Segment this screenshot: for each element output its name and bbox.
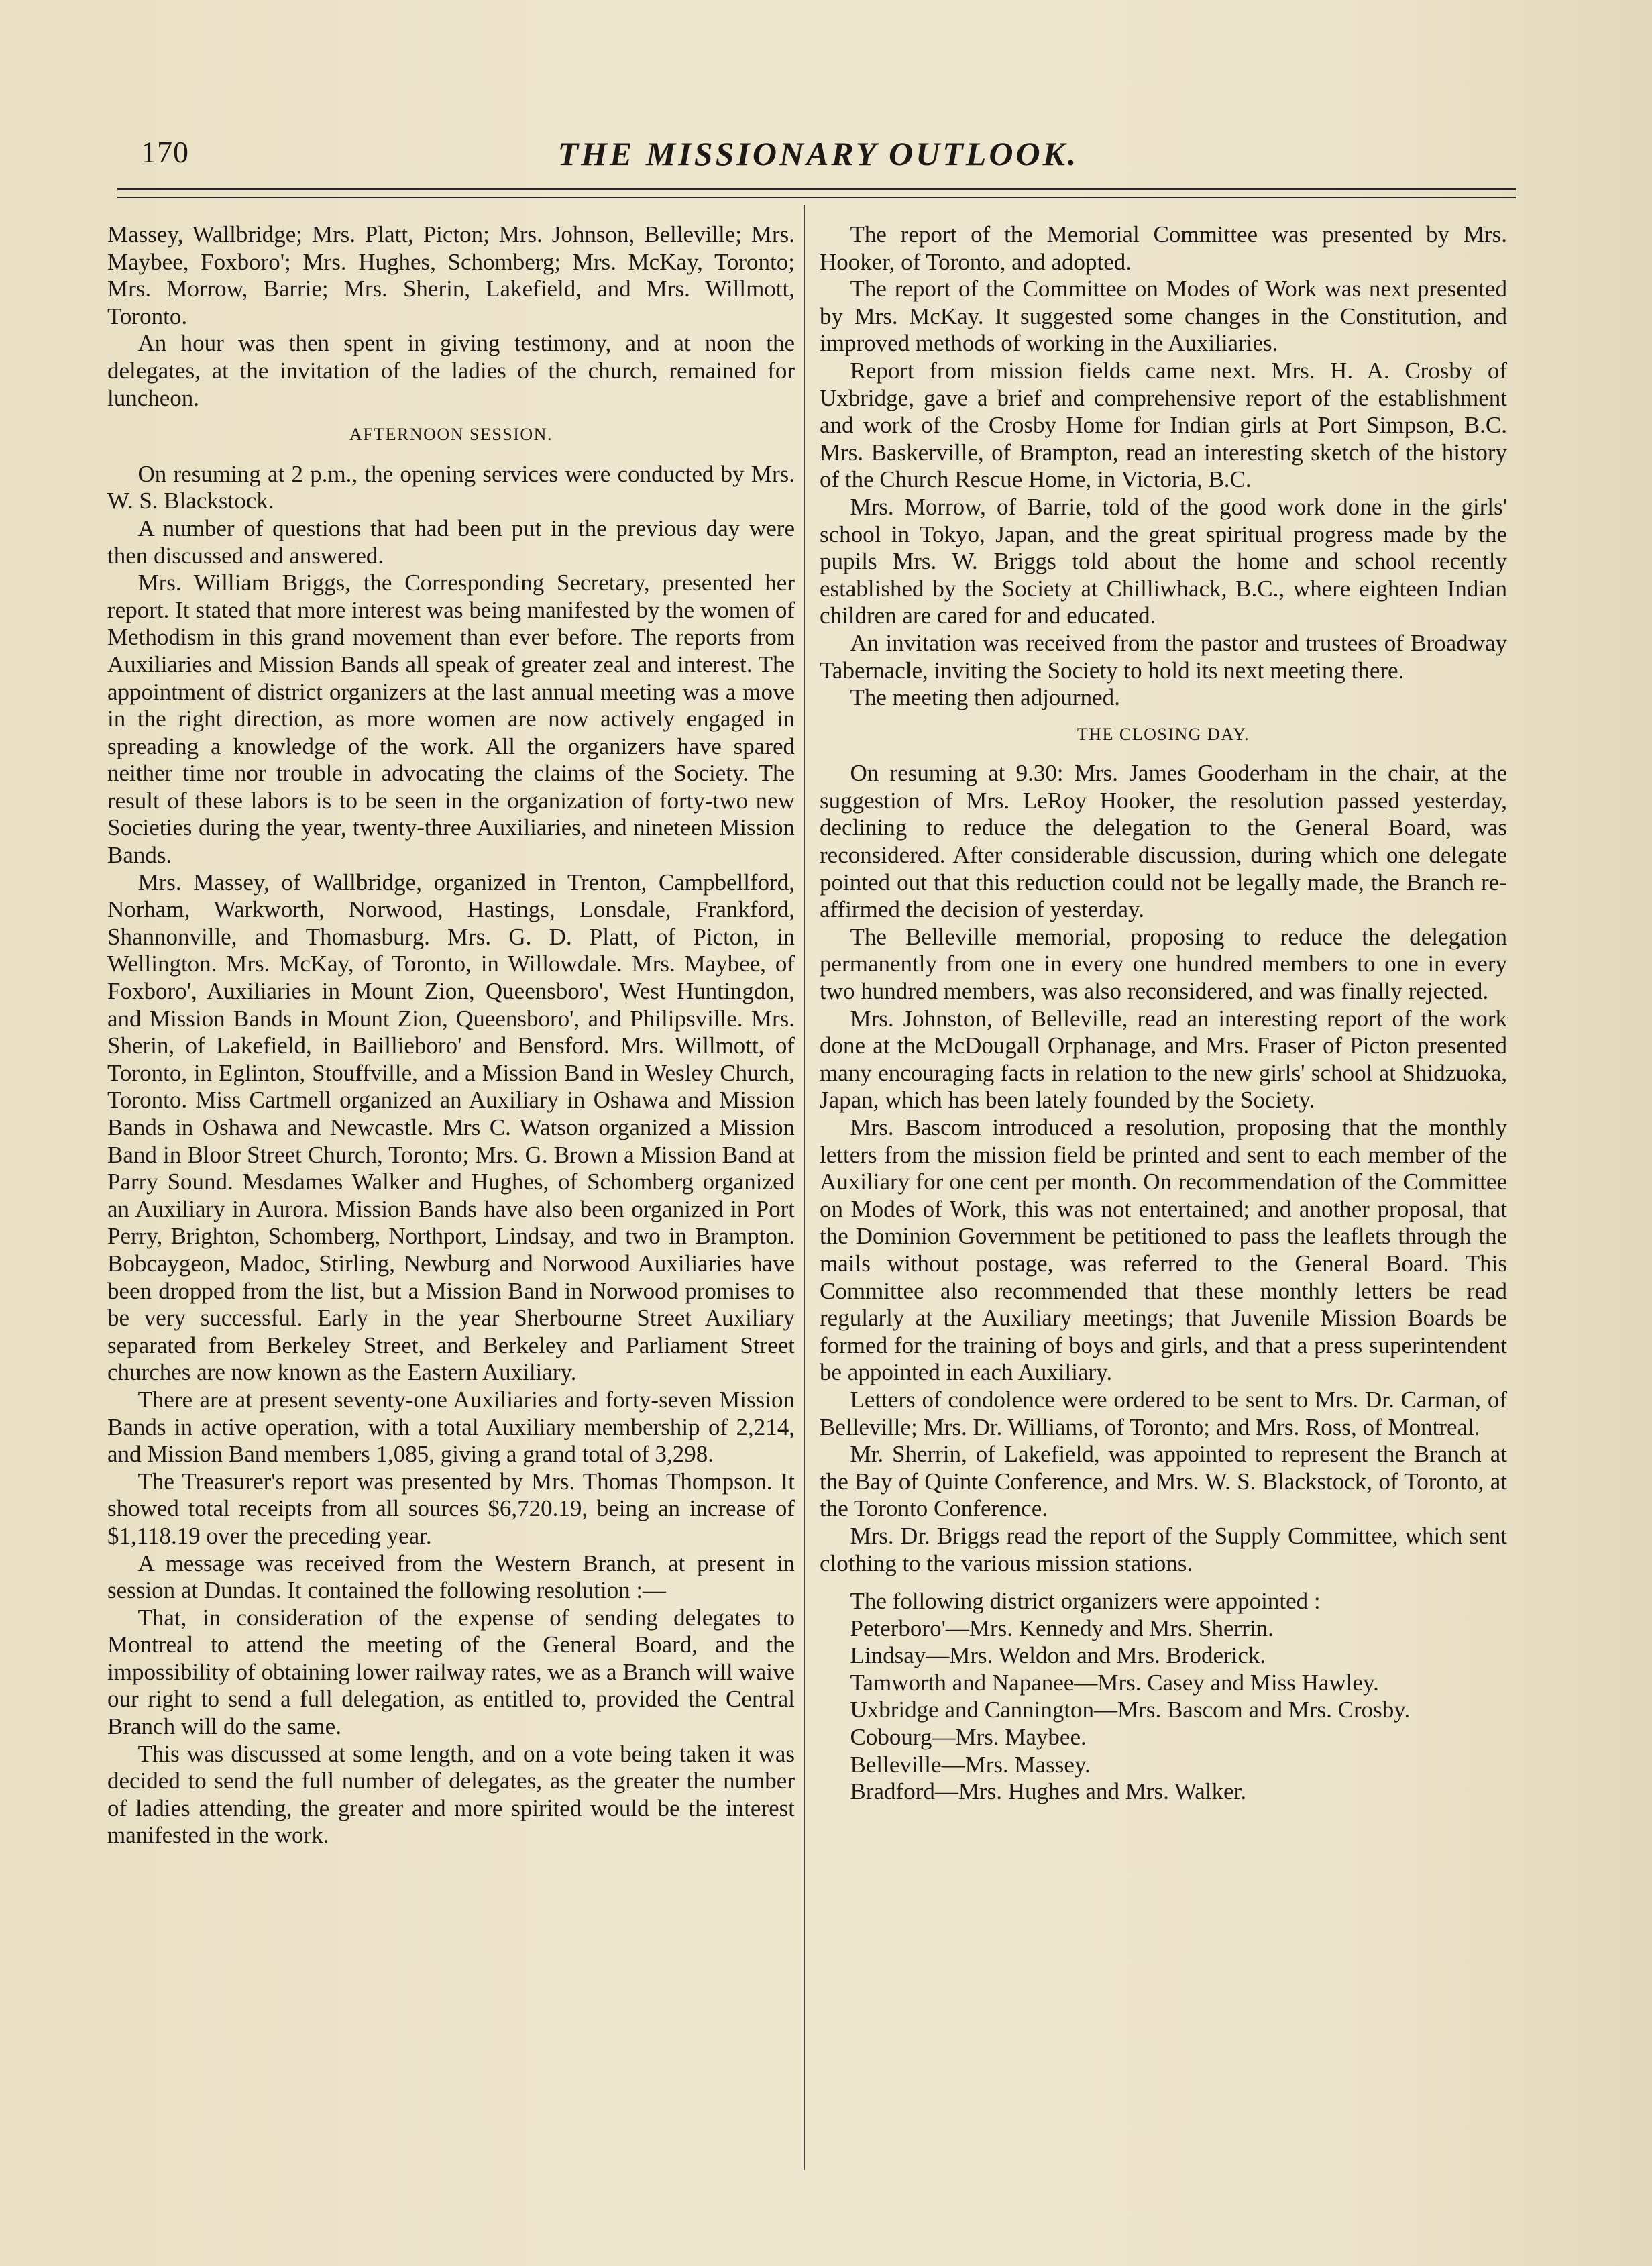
organizer-entry: Tamworth and Napanee—Mrs. Casey and Miss Hawley. — [850, 1669, 1379, 1696]
quoted-resolution: That, in consideration of the expense of sending delegates to Montreal to attend the meeting of the General Board, and the impossibility of obtaining lower railway rates, we as a Branch will waive our right to send a full delegation, as entitled to, provided the Central Branch will do the same. — [107, 1604, 795, 1740]
organizer-entry: Uxbridge and Cannington—Mrs. Bascom and Mrs. Crosby. — [850, 1696, 1411, 1723]
paragraph: Mrs. William Briggs, the Corresponding Secretary, presented her report. It stated that more interest was being manifested by the women of Methodism in this grand movement than ever before. The reports from Auxiliaries and Mission Bands all speak of greater zeal and interest. The appointment of district organizers at the last annual meeting was a move in the right direction, as more women are now actively engaged in spreading a knowledge of the work. All the organizers have spared neither time nor trouble in advocating the claims of the Society. The result of these labors is to be seen in the organization of forty-two new Societies during the year, twenty-three Auxiliaries, and nineteen Mission Bands. — [107, 570, 795, 869]
paragraph: Mrs. Johnston, of Belleville, read an interesting report of the work done at the McDougall Orphanage, and Mrs. Fraser of Picton presented many encouraging facts in relation to the new girls' school at Shidzuoka, Japan, which has been lately founded by the Society. — [820, 1005, 1507, 1114]
paragraph: The Belleville memorial, proposing to reduce the delegation permanently from one in every one hundred members to one in every two hundred members, was also reconsidered, and was finally rejected. — [820, 923, 1507, 1005]
paragraph: The meeting then adjourned. — [850, 684, 1120, 711]
organizer-entry: Belleville—Mrs. Massey. — [850, 1751, 1091, 1778]
left-column — [107, 221, 795, 1849]
section-heading-closing: THE CLOSING DAY. — [1077, 724, 1250, 744]
column-divider — [804, 205, 805, 2170]
paragraph: The report of the Memorial Committee was presented by Mrs. Hooker, of Toronto, and adopted. — [820, 221, 1507, 275]
paragraph: On resuming at 9.30: Mrs. James Gooderham in the chair, at the suggestion of Mrs. LeRoy Hooker, the resolution passed yesterday, declining to reduce the delegation to the General Board, was reconsidered. After considerable discussion, during which one delegate pointed out that this reduction could not be legally made, the Branch re-affirmed the decision of yesterday. — [820, 760, 1507, 923]
paragraph: The report of the Committee on Modes of Work was next presented by Mrs. McKay. It suggested some changes in the Constitution, and improved methods of working in the Auxiliaries. — [820, 276, 1507, 357]
paragraph: Mrs. Massey, of Wallbridge, organized in Trenton, Campbellford, Norham, Warkworth, Norwood, Hastings, Lonsdale, Frankford, Shannonville, and Thomasburg. Mrs. G. D. Platt, of Picton, in Wellington. Mrs. McKay, of Toronto, in Willowdale. Mrs. Maybee, of Foxboro', Auxiliaries in Mount Zion, Queensboro', West Huntingdon, and Mission Bands in Mount Zion, Queensboro', and Philipsville. Mrs. Sherin, of Lakefield, in Baillieboro' and Bensford. Mrs. Willmott, of Toronto, in Eglinton, Stouffville, and a Mission Band in Wesley Church, Toronto. Miss Cartmell organized an Auxiliary in Oshawa and Mission Bands in Oshawa and Newcastle. Mrs C. Watson organized a Mission Band in Bloor Street Church, Toronto; Mrs. G. Brown a Mission Band at Parry Sound. Mesdames Walker and Hughes, of Schomberg organized an Auxiliary in Aurora. Mission Bands have also been organized in Port Perry, Brighton, Schomberg, Northport, Lindsay, and two in Brampton. Bobcaygeon, Madoc, Stirling, Newburg and Norwood Auxiliaries have been dropped from the list, but a Mission Band in Norwood promises to be very successful. Early in the year Sherbourne Street Auxiliary separated from Berkeley Street, and Berkeley and Parliament Street churches are now known as the Eastern Auxiliary. — [107, 869, 795, 1386]
paragraph: Report from mission fields came next. Mrs. H. A. Crosby of Uxbridge, gave a brief and comprehensive report of the establishment and work of the Crosby Home for Indian girls at Port Simpson, B.C. Mrs. Baskerville, of Brampton, read an interesting sketch of the history of the Church Rescue Home, in Victoria, B.C. — [820, 357, 1507, 493]
header-rule — [117, 188, 1516, 190]
paragraph: Mr. Sherrin, of Lakefield, was appointed to represent the Branch at the Bay of Quinte Conference, and Mrs. W. S. Blackstock, of Toronto, at the Toronto Conference. — [820, 1441, 1507, 1522]
paragraph: Letters of condolence were ordered to be sent to Mrs. Dr. Carman, of Belleville; Mrs. Dr. Williams, of Toronto; and Mrs. Ross, of Montreal. — [820, 1386, 1507, 1440]
section-heading-afternoon: AFTERNOON SESSION. — [349, 425, 553, 445]
paragraph: An invitation was received from the pastor and trustees of Broadway Tabernacle, inviting the Society to hold its next meeting there. — [820, 629, 1507, 684]
organizer-entry: Lindsay—Mrs. Weldon and Mrs. Broderick. — [850, 1642, 1266, 1669]
organizers-list — [820, 1588, 1507, 1806]
paragraph: A message was received from the Western Branch, at present in session at Dundas. It contained the following resolution :— — [107, 1550, 795, 1604]
paragraph: This was discussed at some length, and on a vote being taken it was decided to send the full number of delegates, as the greater the number of ladies attending, the greater and more spirited would be the interest manifested in the work. — [107, 1740, 795, 1849]
paragraph: The Treasurer's report was presented by Mrs. Thomas Thompson. It showed total receipts from all sources $6,720.19, being an increase of $1,118.19 over the preceding year. — [107, 1468, 795, 1549]
paragraph: An hour was then spent in giving testimony, and at noon the delegates, at the invitation of the ladies of the church, remained for luncheon. — [107, 330, 795, 411]
paragraph: Massey, Wallbridge; Mrs. Platt, Picton; Mrs. Johnson, Belleville; Mrs. Maybee, Foxboro'; Mrs. Hughes, Schomberg; Mrs. McKay, Toronto; Mrs. Morrow, Barrie; Mrs. Sherin, Lakefield, and Mrs. Willmott, Toronto. — [107, 221, 795, 329]
paragraph: Mrs. Dr. Briggs read the report of the Supply Committee, which sent clothing to the various mission stations. — [820, 1522, 1507, 1576]
paragraph: There are at present seventy-one Auxiliaries and forty-seven Mission Bands in active operation, with a total Auxiliary membership of 2,214, and Mission Band members 1,085, giving a grand total of 3,298. — [107, 1386, 795, 1468]
page-header — [121, 134, 1516, 188]
running-title: THE MISSIONARY OUTLOOK. — [557, 135, 1079, 172]
organizers-intro: The following district organizers were appointed : — [850, 1588, 1321, 1615]
paragraph: Mrs. Morrow, of Barrie, told of the good work done in the girls' school in Tokyo, Japan, and the great spiritual progress made by the pupils Mrs. W. Briggs told about the home and school recently established by the Society at Chilliwhack, B.C., where eighteen Indian children are cared for and educated. — [820, 493, 1507, 629]
organizer-entry: Peterboro'—Mrs. Kennedy and Mrs. Sherrin. — [850, 1615, 1274, 1641]
paragraph: Mrs. Bascom introduced a resolution, proposing that the monthly letters from the mission field be printed and sent to each member of the Auxiliary for one cent per month. On recommendation of the Committee on Modes of Work, this was not entertained; and another proposal, that the Dominion Government be petitioned to pass the leaflets through the mails without postage, was referred to the General Board. This Committee also recommended that these monthly letters be read regularly at the Auxiliary meetings; that Juvenile Mission Boards be formed for the training of boys and girls, and that a press superintendent be appointed in each Auxiliary. — [820, 1114, 1507, 1386]
paragraph: On resuming at 2 p.m., the opening services were conducted by Mrs. W. S. Blackstock. — [107, 460, 795, 515]
organizer-entry: Bradford—Mrs. Hughes and Mrs. Walker. — [850, 1778, 1246, 1805]
organizer-entry: Cobourg—Mrs. Maybee. — [850, 1724, 1087, 1751]
paragraph: A number of questions that had been put in the previous day were then discussed and answered. — [107, 515, 795, 569]
right-column — [820, 221, 1507, 1806]
header-rule-thin — [117, 197, 1516, 198]
page-number: 170 — [141, 135, 189, 169]
